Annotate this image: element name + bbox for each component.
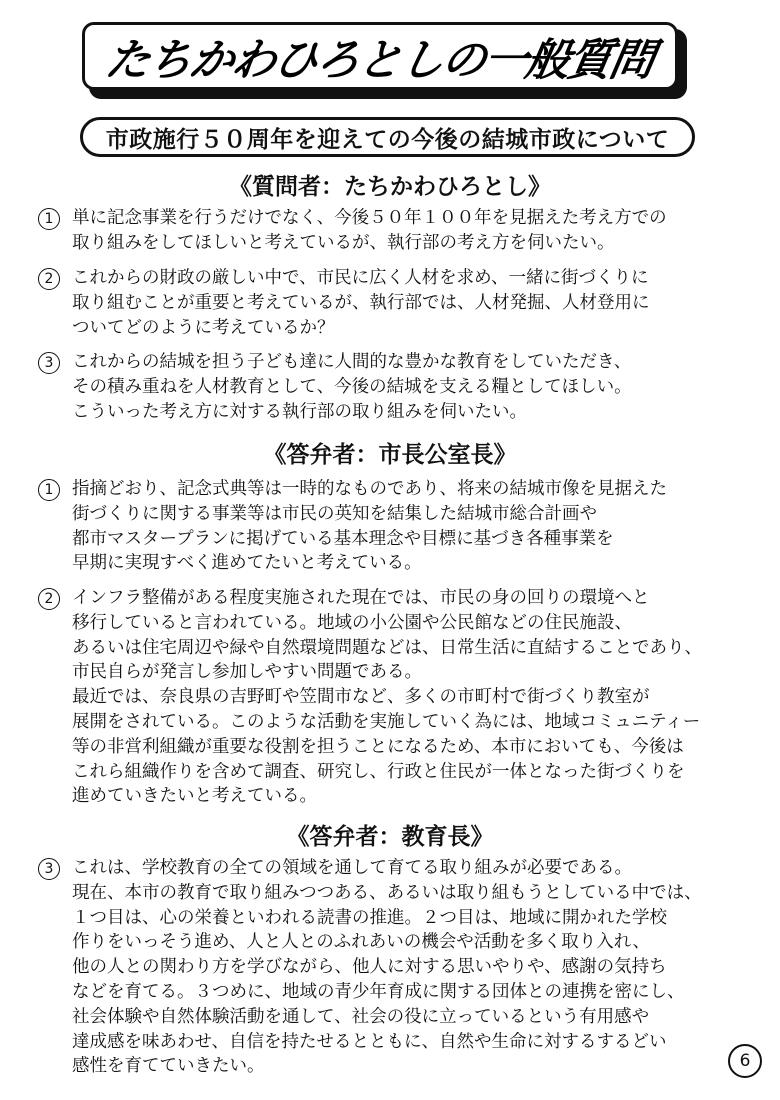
item-line: これは、学校教育の全ての領域を通して育てる取り組みが必要である。 (72, 858, 632, 878)
item-line: 達成感を味あわせ、自信を持たせるとともに、自然や生命に対するするどい (72, 1031, 667, 1052)
item-line: 取り組みをしてほしいと考えているが、執行部の考え方を伺いたい。 (72, 232, 615, 253)
item-line: 早期に実現すべく進めてたいと考えている。 (72, 553, 422, 574)
item-line: これからの財政の厳しい中で、市民に広く人材を求め、一緒に街づくりに (72, 268, 649, 288)
item-line: インフラ整備がある程度実施された現在では、市民の身の回りの環境へと (72, 588, 650, 608)
page-title: たちかわひろとしの一般質問 (101, 35, 657, 86)
item-line: これからの結城を担う子ども達に人間的な豊かな教育をしていただき、 (72, 352, 632, 372)
item-line: 感性を育てていきたい。 (72, 1056, 265, 1077)
item-number: 1 (38, 208, 60, 230)
item-line: こういった考え方に対する執行部の取り組みを伺いたい。 (72, 401, 527, 422)
item-line: 取り組むことが重要と考えているが、執行部では、人材発掘、人材登用に (72, 292, 650, 313)
mayor-office-heading: 《答弁者：市長公室長》 (263, 442, 517, 468)
item-line: ついてどのように考えているか？ (72, 317, 335, 338)
item-number: 2 (38, 588, 60, 610)
item-line: 等の非営利組織が重要な役割を担うことになるため、本市においても、今後は (72, 736, 684, 757)
item-line: 展開をされている。このような活動を実施していく為には、地域コミュニティー (72, 711, 701, 732)
title-banner (82, 22, 690, 102)
item-line: その積み重ねを人材教育として、今後の結城を支える糧としてほしい。 (72, 376, 632, 397)
item-line: これら組織作りを含めて調査、研究し、行政と住民が一体となった街づくりを (72, 761, 685, 782)
item-line: 他の人との関わり方を学びながら、他人に対する思いやりや、感謝の気持ち (72, 957, 667, 978)
item-line: １つ目は、心の栄養といわれる読書の推進。２つ目は、地域に開かれた学校 (72, 907, 667, 928)
item-number: 3 (38, 352, 60, 374)
item-line: 指摘どおり、記念式典等は一時的なものであり、将来の結城市像を見据えた (72, 479, 667, 499)
item-number: 3 (38, 858, 60, 880)
item-line: 都市マスタープランに掲げている基本理念や目標に基づき各種事業を (72, 528, 614, 549)
title-box (82, 22, 678, 90)
item-line: 最近では、奈良県の吉野町や笠間市など、多くの市町村で街づくり教室が (72, 687, 650, 708)
item-number: 1 (38, 479, 60, 501)
item-line: 市民自らが発言し参加しやすい問題である。 (72, 662, 422, 683)
item-line: あるいは住宅周辺や緑や自然環境問題などは、日常生活に直結することであり、 (72, 637, 702, 658)
item-line: 進めていきたいと考えている。 (72, 786, 317, 807)
item-number: 2 (38, 268, 60, 290)
item-line: 単に記念事業を行うだけでなく、今後５０年１００年を見据えた考え方での (72, 208, 667, 228)
topic-subtitle: 市政施行５０周年を迎えての今後の結城市政について (80, 117, 695, 157)
page-number: 6 (728, 1044, 762, 1078)
item-line: 作りをいっそう進め、人と人とのふれあいの機会や活動を多く取り入れ、 (72, 932, 650, 953)
item-line: などを育てる。３つめに、地域の青少年育成に関する団体との連携を密にし、 (72, 981, 685, 1002)
item-line: 街づくりに関する事業等は市民の英知を結集した結城市総合計画や (72, 503, 597, 524)
questioner-heading: 《質問者：たちかわひろとし》 (229, 174, 551, 200)
item-line: 社会体験や自然体験活動を通して、社会の役に立っているという有用感や (72, 1006, 650, 1027)
item-line: 現在、本市の教育で取り組みつつある、あるいは取り組もうとしている中では、 (72, 882, 702, 903)
education-heading: 《答弁者：教育長》 (286, 824, 494, 850)
item-line: 移行していると言われている。地域の小公園や公民館などの住民施設、 (72, 612, 632, 633)
